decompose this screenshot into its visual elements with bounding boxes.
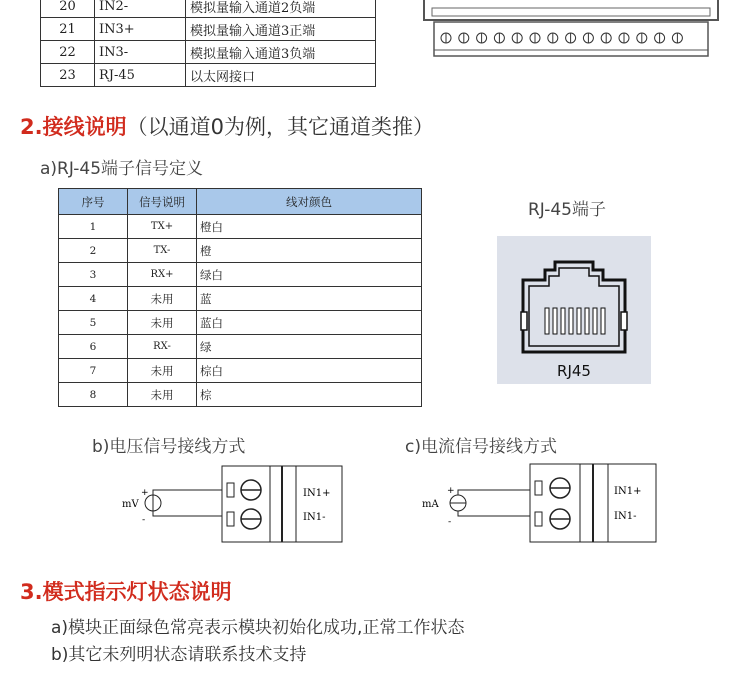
current-wiring-diagram [410, 460, 660, 550]
row-signal: TX+ [128, 215, 197, 239]
row-number: 5 [59, 311, 128, 335]
current-wiring-title: c)电流信号接线方式 [405, 437, 557, 457]
table-row [59, 311, 422, 335]
pin-description: 以太网接口 [186, 64, 376, 87]
table-row [59, 359, 422, 383]
voltage-in-minus-label: IN1- [303, 512, 326, 523]
row-number: 1 [59, 215, 128, 239]
voltage-minus-sign: - [142, 515, 146, 525]
pin-description: 模拟量输入通道3负端 [186, 41, 376, 64]
current-minus-sign: - [448, 517, 452, 527]
table-row [59, 287, 422, 311]
row-number: 2 [59, 239, 128, 263]
row-color: 蓝白 [197, 311, 422, 335]
row-signal: TX- [128, 239, 197, 263]
pin-number: 22 [41, 41, 95, 64]
pin-name: IN2- [95, 0, 186, 18]
row-number: 6 [59, 335, 128, 359]
row-signal: 未用 [128, 311, 197, 335]
table-row [41, 18, 376, 41]
current-in-minus-label: IN1- [614, 511, 637, 522]
pin-number: 23 [41, 64, 95, 87]
row-number: 7 [59, 359, 128, 383]
pin-number: 21 [41, 18, 95, 41]
rj45-definition-label: a)RJ-45端子信号定义 [40, 159, 204, 179]
rj45-pin [593, 308, 597, 334]
terminal-block-illustration [418, 0, 724, 62]
table-row [59, 335, 422, 359]
voltage-in-plus-label: IN1+ [303, 488, 331, 499]
row-color: 绿 [197, 335, 422, 359]
current-in-plus-label: IN1+ [614, 486, 642, 497]
rj45-pin [561, 308, 565, 334]
section-2-title: 2.接线说明 [20, 115, 127, 139]
rj45-pin [545, 308, 549, 334]
pin-name: RJ-45 [95, 64, 186, 87]
column-header: 线对颜色 [197, 189, 422, 215]
row-color: 棕 [197, 383, 422, 407]
table-row [59, 239, 422, 263]
table-row [41, 41, 376, 64]
table-row [59, 215, 422, 239]
section-2-subtitle: （以通道0为例，其它通道类推） [126, 115, 434, 139]
row-signal: RX+ [128, 263, 197, 287]
table-row [41, 0, 376, 18]
rj45-pin [577, 308, 581, 334]
table-header-row [59, 189, 422, 215]
row-number: 8 [59, 383, 128, 407]
table-row [59, 383, 422, 407]
rj45-caption: RJ-45端子 [528, 200, 606, 220]
rj45-pin [553, 308, 557, 334]
pin-name: IN3- [95, 41, 186, 64]
row-number: 3 [59, 263, 128, 287]
pin-number: 20 [41, 0, 95, 18]
status-line-b: b)其它未列明状态请联系技术支持 [51, 645, 307, 665]
current-plus-sign: + [447, 486, 455, 496]
rj45-pin [601, 308, 605, 334]
voltage-wiring-diagram [110, 460, 350, 550]
table-row [41, 64, 376, 87]
column-header: 信号说明 [128, 189, 197, 215]
row-number: 4 [59, 287, 128, 311]
row-color: 橙 [197, 239, 422, 263]
row-signal: 未用 [128, 359, 197, 383]
section-2-heading [20, 111, 434, 141]
rj45-label: RJ45 [557, 362, 591, 380]
voltage-plus-sign: + [141, 488, 149, 498]
pin-definition-table [40, 0, 376, 87]
rj45-pin [569, 308, 573, 334]
rj45-pin [585, 308, 589, 334]
pin-description: 模拟量输入通道3正端 [186, 18, 376, 41]
row-signal: RX- [128, 335, 197, 359]
pin-name: IN3+ [95, 18, 186, 41]
current-source-label: mA [422, 499, 439, 510]
row-signal: 未用 [128, 383, 197, 407]
pin-description: 模拟量输入通道2负端 [186, 0, 376, 18]
status-line-a: a)模块正面绿色常亮表示模块初始化成功,正常工作状态 [51, 618, 465, 638]
column-header: 序号 [59, 189, 128, 215]
row-color: 绿白 [197, 263, 422, 287]
row-color: 棕白 [197, 359, 422, 383]
section-3-heading: 3.模式指示灯状态说明 [20, 580, 232, 604]
row-signal: 未用 [128, 287, 197, 311]
table-row [59, 263, 422, 287]
voltage-wiring-title: b)电压信号接线方式 [92, 437, 246, 457]
rj45-jack-icon [497, 236, 651, 384]
rj45-signal-table [58, 188, 422, 407]
row-color: 蓝 [197, 287, 422, 311]
voltage-source-label: mV [122, 499, 139, 510]
row-color: 橙白 [197, 215, 422, 239]
rj45-jack-image [497, 236, 651, 384]
